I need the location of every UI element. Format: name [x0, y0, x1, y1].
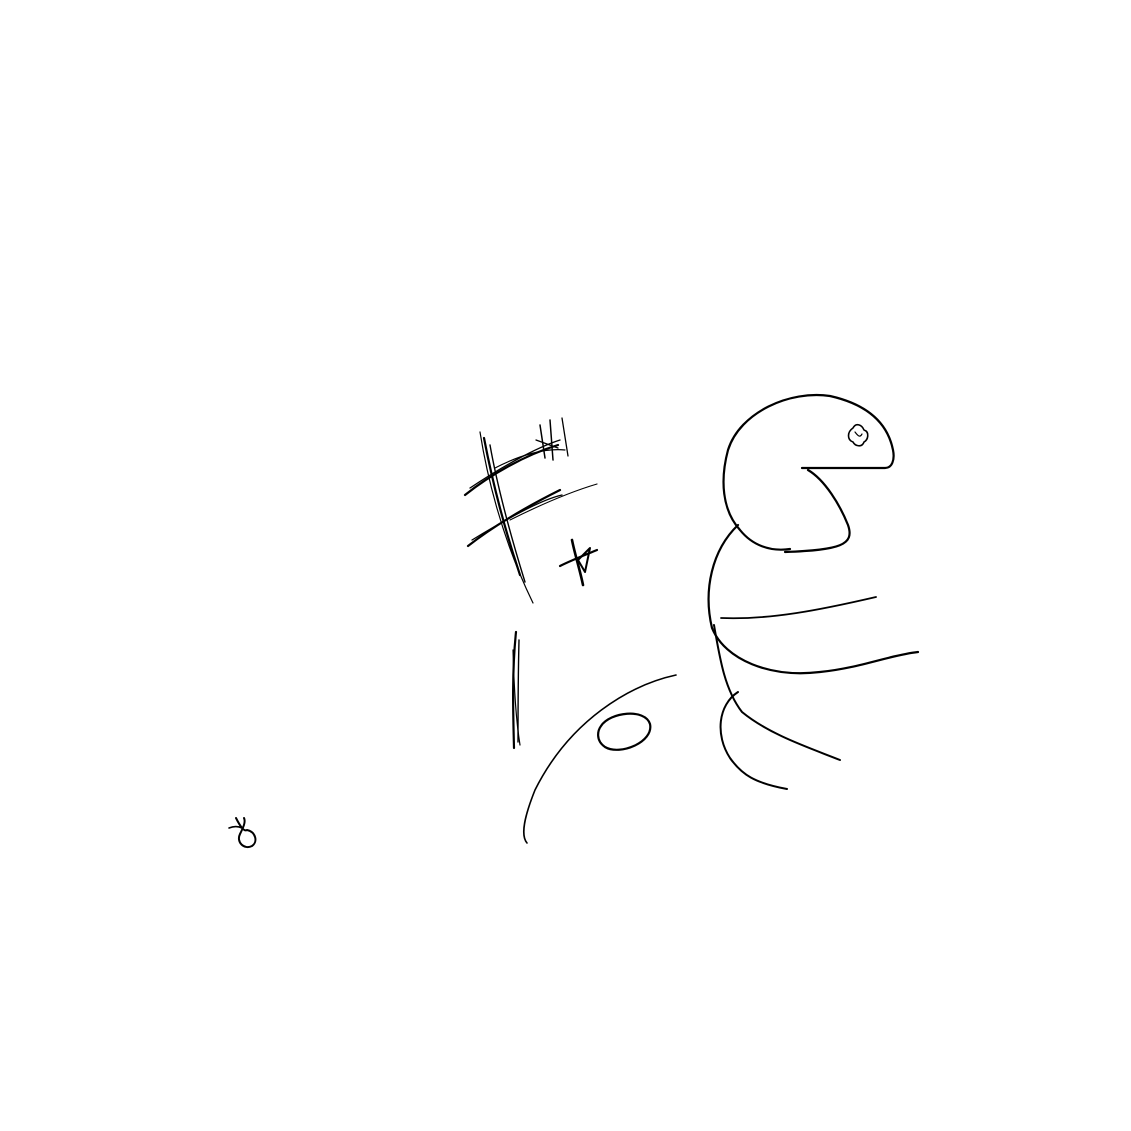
- exclamation-dot-loop: [598, 714, 650, 750]
- tiny-loop-mark: [229, 818, 255, 847]
- swoosh-arc: [524, 675, 676, 843]
- hash-mark-scribble: [465, 418, 597, 603]
- small-cross-mark: [560, 540, 597, 585]
- creature-body-segments: [709, 525, 918, 789]
- creature-eye: [849, 425, 868, 446]
- exclamation-line: [513, 632, 520, 748]
- creature-head: [724, 395, 894, 552]
